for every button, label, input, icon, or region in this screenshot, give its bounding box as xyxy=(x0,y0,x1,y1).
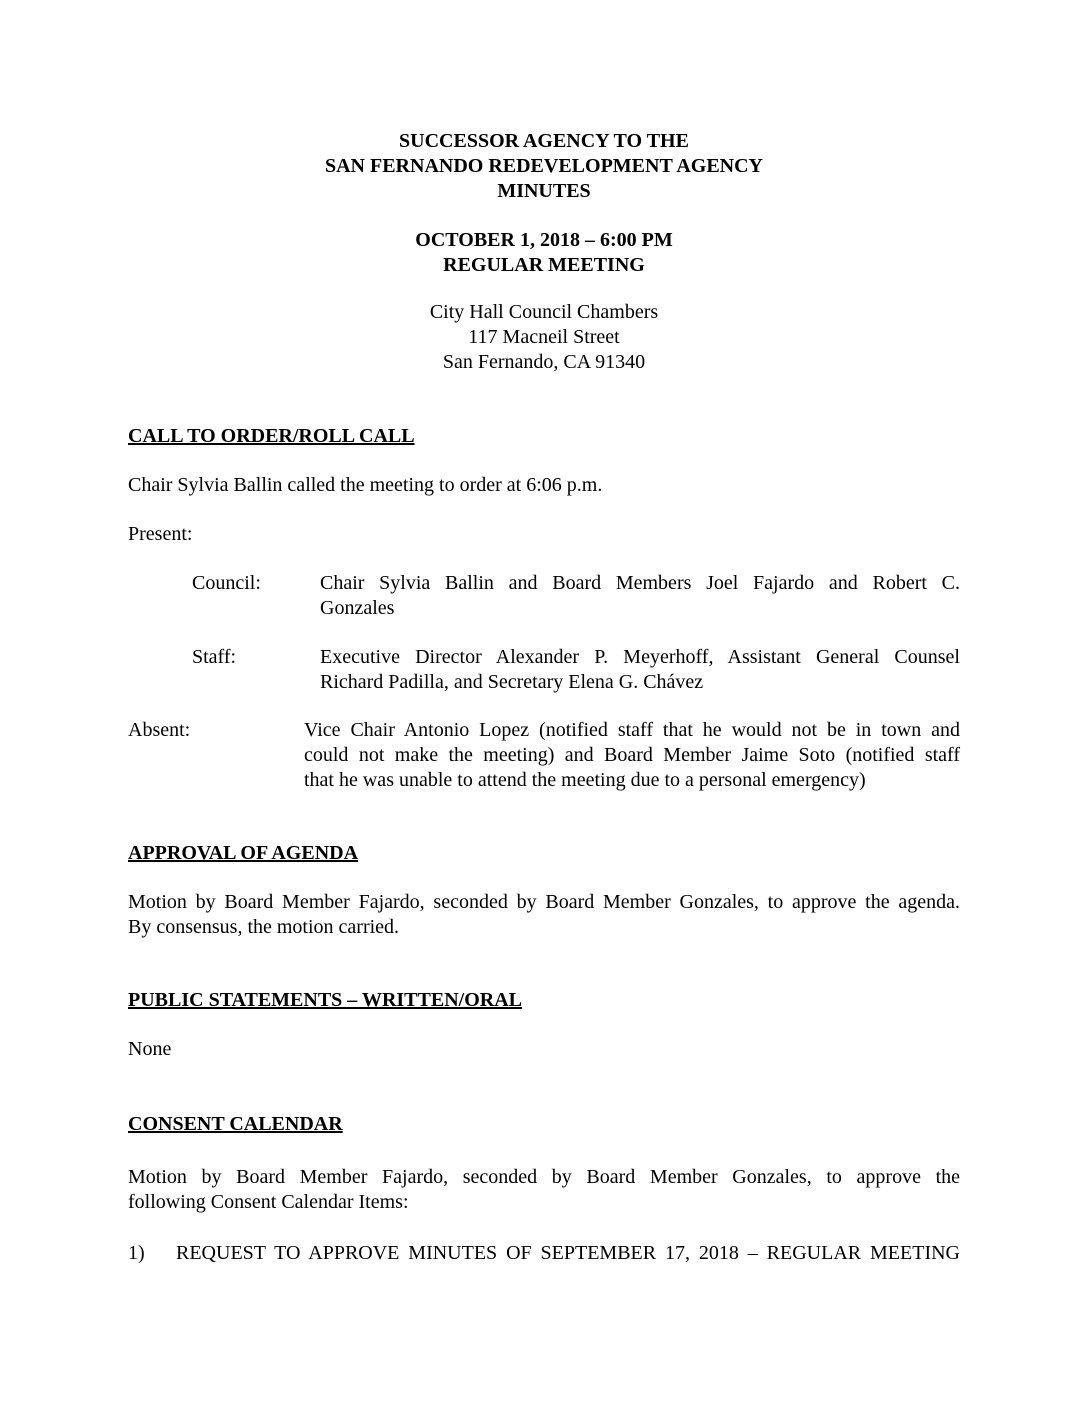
approval-line-2: By consensus, the motion carried. xyxy=(128,916,400,938)
staff-line-1: Executive Director Alexander P. Meyerhoff, Assistant General Counsel xyxy=(320,646,960,668)
council-line-1: Chair Sylvia Ballin and Board Members Joel Fajardo and Robert C. xyxy=(320,572,960,594)
meeting-date: OCTOBER 1, 2018 – 6:00 PM xyxy=(415,229,673,251)
meeting-location xyxy=(0,300,1088,375)
staff-members xyxy=(320,645,960,695)
consent-calendar-body xyxy=(128,1165,960,1215)
approval-of-agenda-heading: APPROVAL OF AGENDA xyxy=(128,842,359,864)
absent-line-3: that he was unable to attend the meeting due to a personal emergency) xyxy=(304,769,866,791)
approval-line-1: Motion by Board Member Fajardo, seconded by Board Member Gonzales, to approve the agenda. xyxy=(128,891,960,913)
council-members xyxy=(320,571,960,621)
meeting-info xyxy=(0,228,1088,278)
absent-members xyxy=(304,718,960,793)
call-to-order-statement: Chair Sylvia Ballin called the meeting to order at 6:06 p.m. xyxy=(128,474,603,496)
location-line-3: San Fernando, CA 91340 xyxy=(442,351,646,373)
title-line-2: SAN FERNANDO REDEVELOPMENT AGENCY xyxy=(324,155,763,177)
approval-of-agenda-body xyxy=(128,890,960,940)
consent-item-text: REQUEST TO APPROVE MINUTES OF SEPTEMBER 17, 2018 – REGULAR MEETING xyxy=(176,1242,960,1264)
consent-line-1: Motion by Board Member Fajardo, seconded by Board Member Gonzales, to approve the xyxy=(128,1166,960,1188)
absent-label: Absent: xyxy=(128,719,191,741)
call-to-order-heading: CALL TO ORDER/ROLL CALL xyxy=(128,425,415,447)
public-statements-body: None xyxy=(128,1038,172,1060)
staff-line-2: Richard Padilla, and Secretary Elena G. Chávez xyxy=(320,671,704,693)
location-line-1: City Hall Council Chambers xyxy=(429,301,659,323)
title-line-1: SUCCESSOR AGENCY TO THE xyxy=(399,130,689,152)
location-line-2: 117 Macneil Street xyxy=(468,326,620,348)
meeting-type: REGULAR MEETING xyxy=(443,254,645,276)
consent-line-2: following Consent Calendar Items: xyxy=(128,1191,409,1213)
public-statements-heading: PUBLIC STATEMENTS – WRITTEN/ORAL xyxy=(128,989,522,1011)
staff-label: Staff: xyxy=(192,646,237,668)
title-line-3: MINUTES xyxy=(497,180,591,202)
council-label: Council: xyxy=(192,572,261,594)
absent-line-2: could not make the meeting) and Board Member Jaime Soto (notified staff xyxy=(304,744,960,766)
document-title xyxy=(0,129,1088,204)
consent-calendar-heading: CONSENT CALENDAR xyxy=(128,1113,343,1135)
absent-line-1: Vice Chair Antonio Lopez (notified staff that he would not be in town and xyxy=(304,719,960,741)
present-label: Present: xyxy=(128,523,193,545)
council-line-2: Gonzales xyxy=(320,597,395,619)
consent-item-number: 1) xyxy=(128,1242,145,1264)
